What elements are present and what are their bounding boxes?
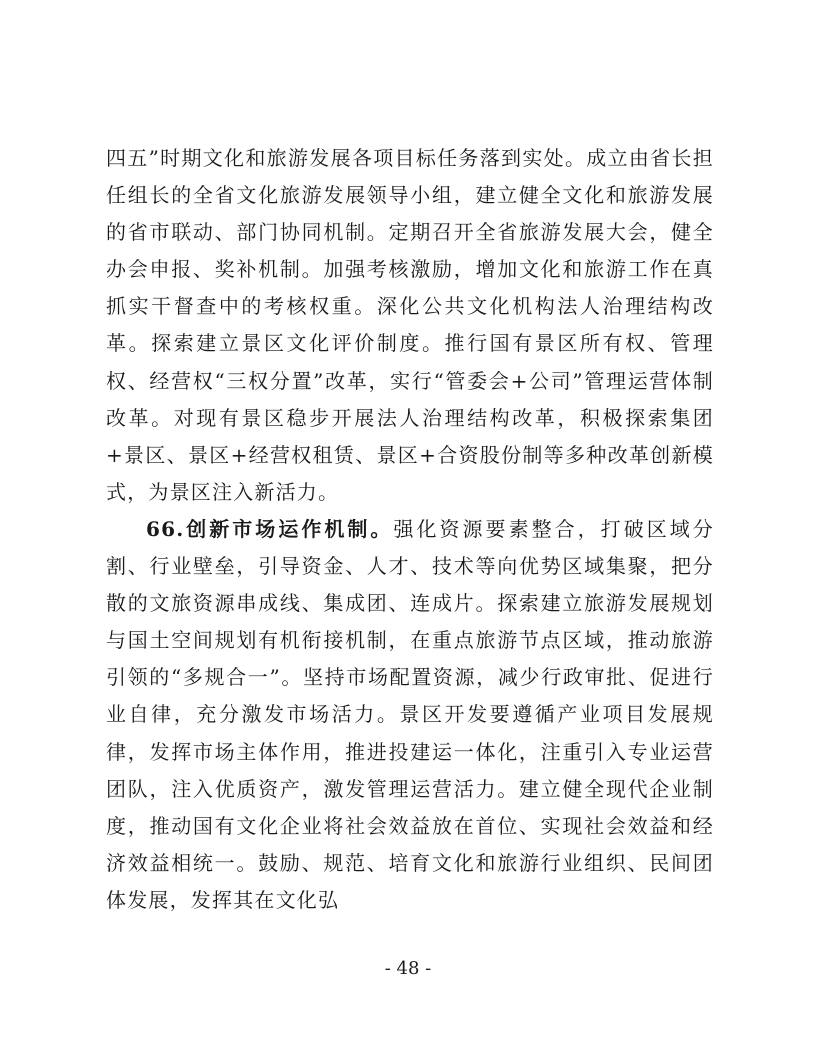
page-number: - 48 -: [384, 958, 432, 979]
document-body: [106, 140, 714, 919]
paragraph-continuation: [106, 140, 714, 511]
paragraph-section-66: [106, 511, 714, 919]
section-heading: 66.创新市场运作机制。: [146, 516, 394, 541]
paragraph-text: 强化资源要素整合，打破区域分割、行业壁垒，引导资金、人才、技术等向优势区域集聚，把分散的文旅资源串成线、集成团、连成片。探索建立旅游发展规划与国土空间规划有机衔接机制，在重点旅游节点区域，推动旅游引领的“多规合一”。坚持市场配置资源，减少行政审批、促进行业自律，充分激发市场活力。景区开发要遵循产业项目发展规律，发挥市场主体作用，推进投建运一体化，注重引入专业运营团队，注入优质资产，激发管理运营活力。建立健全现代企业制度，推动国有文化企业将社会效益放在首位、实现社会效益和经济效益相统一。鼓励、规范、培育文化和旅游行业组织、民间团体发展，发挥其在文化弘: [106, 516, 714, 912]
paragraph-text: 四五”时期文化和旅游发展各项目标任务落到实处。成立由省长担任组长的全省文化旅游发展领导小组，建立健全文化和旅游发展的省市联动、部门协同机制。定期召开全省旅游发展大会，健全办会申报、奖补机制。加强考核激励，增加文化和旅游工作在真抓实干督查中的考核权重。深化公共文化机构法人治理结构改革。探索建立景区文化评价制度。推行国有景区所有权、管理权、经营权“三权分置”改革，实行“管委会+公司”管理运营体制改革。对现有景区稳步开展法人治理结构改革，积极探索集团+景区、景区+经营权租赁、景区+合资股份制等多种改革创新模式，为景区注入新活力。: [106, 146, 714, 504]
